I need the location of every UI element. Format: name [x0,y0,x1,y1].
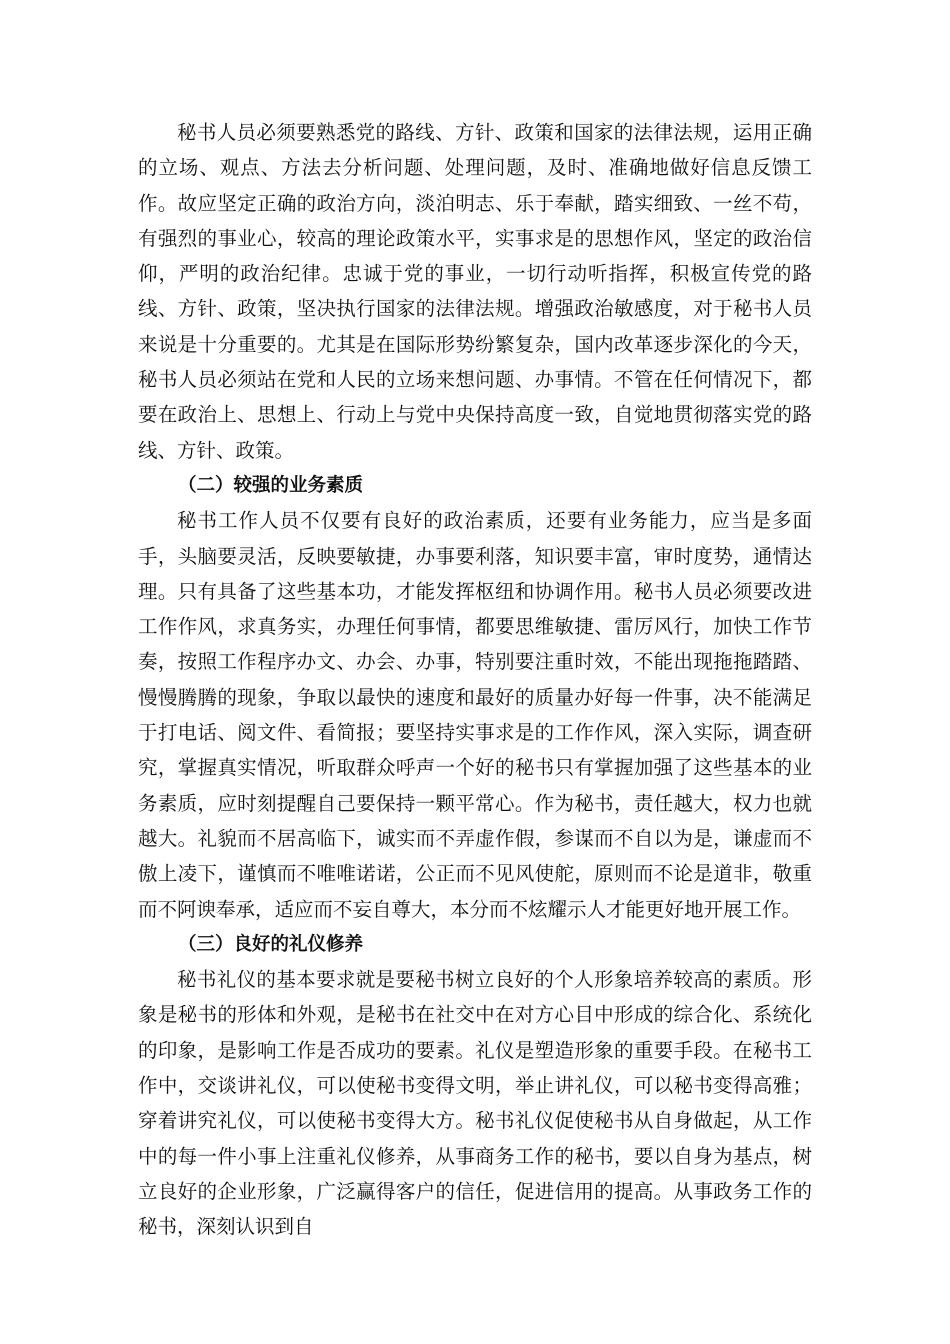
paragraph-etiquette: 秘书礼仪的基本要求就是要秘书树立良好的个人形象培养较高的素质。形象是秘书的形体和外观，是秘书在社交中在对方心目中形成的综合化、系统化的印象，是影响工作是否成功的要素。礼仪是塑造形象的重要手段。在秘书工作中，交谈讲礼仪，可以使秘书变得文明，举止讲礼仪，可以秘书变得高雅；穿着讲究礼仪，可以使秘书变得大方。秘书礼仪促使秘书从自身做起，从工作中的每一件小事上注重礼仪修养，从事商务工作的秘书，要以自身为基点，树立良好的企业形象，广泛赢得客户的信任，促进信用的提高。从事政务工作的秘书，深刻认识到自 [138,968,812,1239]
document-body [138,115,812,1245]
section-heading-etiquette: （三）良好的礼仪修养 [178,933,364,955]
paragraph-business-quality: 秘书工作人员不仅要有良好的政治素质，还要有业务能力，应当是多面手，头脑要灵活，反映要敏捷，办事要利落，知识要丰富，审时度势，通情达理。只有具备了这些基本功，才能发挥枢纽和协调作用。秘书人员必须要改进工作作风，求真务实，办理任何事情，都要思维敏捷、雷厉风行，加快工作节奏，按照工作程序办文、办会、办事，特别要注重时效，不能出现拖拖踏踏、慢慢腾腾的现象，争取以最快的速度和最好的质量办好每一件事，决不能满足于打电话、阅文件、看简报；要坚持实事求是的工作作风，深入实际，调查研究，掌握真实情况，听取群众呼声一个好的秘书只有掌握加强了这些基本的业务素质，应时刻提醒自己要保持一颗平常心。作为秘书，责任越大，权力也就越大。礼貌而不居高临下，诚实而不弄虚作假，参谋而不自以为是，谦虚而不傲上凌下，谨慎而不唯唯诺诺，公正而不见风使舵，原则而不论是道非，敬重而不阿谀奉承，适应而不妄自尊大，本分而不炫耀示人才能更好地开展工作。 [138,509,812,921]
paragraph-political-quality: 秘书人员必须要熟悉党的路线、方针、政策和国家的法律法规，运用正确的立场、观点、方法去分析问题、处理问题，及时、准确地做好信息反馈工作。故应坚定正确的政治方向，淡泊明志、乐于奉献，踏实细致、一丝不苟，有强烈的事业心，较高的理论政策水平，实事求是的思想作风，坚定的政治信仰，严明的政治纪律。忠诚于党的事业，一切行动听指挥，积极宣传党的路线、方针、政策，坚决执行国家的法律法规。增强政治敏感度，对于秘书人员来说是十分重要的。尤其是在国际形势纷繁复杂，国内改革逐步深化的今天，秘书人员必须站在党和人民的立场来想问题、办事情。不管在任何情况下，都要在政治上、思想上、行动上与党中央保持高度一致，自觉地贯彻落实党的路线、方针、政策。 [138,121,812,462]
section-heading-business-quality: （二）较强的业务素质 [178,474,364,496]
